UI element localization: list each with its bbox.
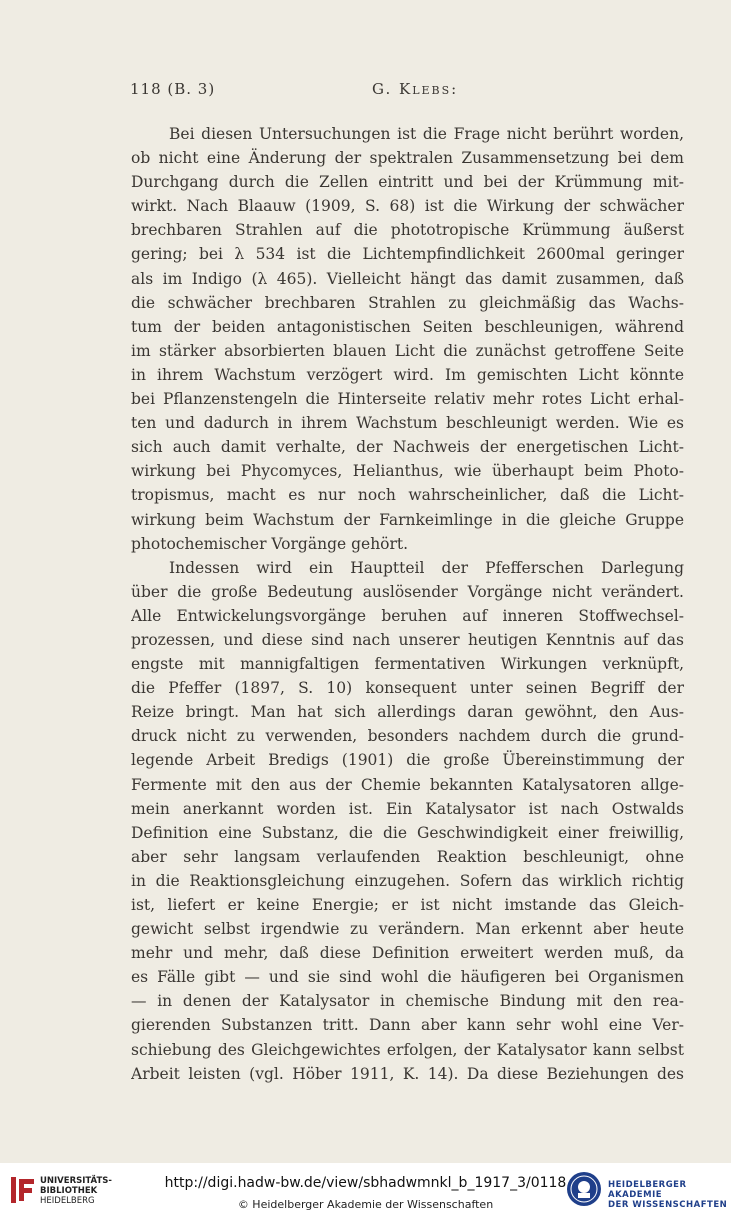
- text-line: es Fälle gibt — und sie sind wohl die häufigeren bei Organismen: [131, 968, 684, 987]
- text-line: ist, liefert er keine Energie; er ist nicht imstande das Gleich-: [131, 896, 684, 914]
- text-line: in ihrem Wachstum verzögert wird. Im gemischten Licht könnte: [131, 365, 684, 384]
- viewer-footer: [0, 1163, 731, 1217]
- text-line: Bei diesen Untersuchungen ist die Frage nicht berührt worden,: [169, 125, 684, 143]
- text-line: sich auch damit verhalte, der Nachweis der energetischen Licht-: [131, 438, 684, 457]
- text-line: tum der beiden antagonistischen Seiten beschleunigen, während: [131, 317, 684, 336]
- running-header: [130, 80, 685, 104]
- text-line: Fermente mit den aus der Chemie bekannten Katalysatoren allge-: [131, 775, 684, 794]
- text-line: Definition eine Substanz, die die Geschwindigkeit einer freiwillig,: [131, 823, 684, 842]
- text-line: die schwächer brechbaren Strahlen zu gleichmäßig das Wachs-: [131, 293, 684, 312]
- text-line: ten und dadurch in ihrem Wachstum beschleunigt werden. Wie es: [131, 414, 684, 433]
- text-line: photochemischer Vorgänge gehört.: [131, 534, 409, 553]
- text-line: als im Indigo (λ 465). Vielleicht hängt das damit zusammen, daß: [131, 269, 684, 288]
- body-text: [131, 122, 684, 1086]
- text-line: — in denen der Katalysator in chemische Bindung mit den rea-: [131, 992, 684, 1011]
- text-line: gering; bei λ 534 ist die Lichtempfindlichkeit 2600mal geringer: [131, 245, 684, 264]
- text-line: mein anerkannt worden ist. Ein Katalysator ist nach Ostwalds: [131, 799, 684, 818]
- text-line: wirkt. Nach Blaauw (1909, S. 68) ist die Wirkung der schwächer: [131, 197, 684, 216]
- running-head-author: G. Klebs:: [372, 80, 459, 98]
- text-line: tropismus, macht es nur noch wahrscheinlicher, daß die Licht-: [131, 486, 684, 505]
- text-line: wirkung bei Phycomyces, Helianthus, wie überhaupt beim Photo-: [131, 462, 684, 481]
- text-line: im stärker absorbierten blauen Licht die zunächst getroffene Seite: [131, 341, 684, 360]
- text-line: schiebung des Gleichgewichtes erfolgen, der Katalysator kann selbst: [131, 1040, 684, 1059]
- academy-seal-icon: [566, 1171, 602, 1207]
- text-line: Indessen wird ein Hauptteil der Pfefferschen Darlegung: [169, 558, 684, 577]
- text-line: ob nicht eine Änderung der spektralen Zusammensetzung bei dem: [131, 149, 684, 168]
- text-line: aber sehr langsam verlaufenden Reaktion beschleunigt, ohne: [131, 847, 684, 866]
- text-line: druck nicht zu verwenden, besonders nachdem durch die grund-: [131, 727, 684, 746]
- text-line: Alle Entwickelungsvorgänge beruhen auf inneren Stoffwechsel-: [131, 606, 684, 625]
- copyright-notice: © Heidelberger Akademie der Wissenschaften: [237, 1198, 494, 1211]
- text-line: engste mit mannigfaltigen fermentativen Wirkungen verknüpft,: [131, 655, 684, 674]
- page-number: 118 (B. 3): [130, 80, 216, 98]
- text-line: bei Pflanzenstengeln die Hinterseite relativ mehr rotes Licht erhal-: [131, 390, 684, 409]
- text-line: in die Reaktionsgleichung einzugehen. Sofern das wirklich richtig: [131, 871, 684, 890]
- text-line: mehr und mehr, daß diese Definition erweitert werden muß, da: [131, 944, 684, 963]
- text-line: Arbeit leisten (vgl. Höber 1911, K. 14). Da diese Beziehungen des: [131, 1064, 684, 1083]
- text-line: die Pfeffer (1897, S. 10) konsequent unter seinen Begriff der: [131, 679, 684, 698]
- text-line: brechbaren Strahlen auf die phototropische Krümmung äußerst: [131, 221, 684, 240]
- university-library-name: UNIVERSITÄTS- BIBLIOTHEK HEIDELBERG: [40, 1176, 112, 1206]
- text-line: prozessen, und diese sind nach unserer heutigen Kenntnis auf das: [131, 630, 684, 649]
- text-line: gierenden Substanzen tritt. Dann aber kann sehr wohl eine Ver-: [131, 1016, 684, 1035]
- text-line: Durchgang durch die Zellen eintritt und bei der Krümmung mit-: [131, 173, 684, 192]
- permalink-url[interactable]: http://digi.hadw-bw.de/view/sbhadwmnkl_b_1917_3/0118: [164, 1175, 567, 1191]
- academy-name: HEIDELBERGER AKADEMIE DER WISSENSCHAFTEN: [608, 1180, 728, 1210]
- text-line: gewicht selbst irgendwie zu verändern. Man erkennt aber heute: [131, 920, 684, 939]
- text-line: legende Arbeit Bredigs (1901) die große Übereinstimmung der: [131, 751, 684, 770]
- text-line: Reize bringt. Man hat sich allerdings daran gewöhnt, den Aus-: [131, 703, 684, 722]
- text-line: über die große Bedeutung auslösender Vorgänge nicht verändert.: [131, 582, 684, 601]
- text-line: wirkung beim Wachstum der Farnkeimlinge in die gleiche Gruppe: [131, 510, 684, 529]
